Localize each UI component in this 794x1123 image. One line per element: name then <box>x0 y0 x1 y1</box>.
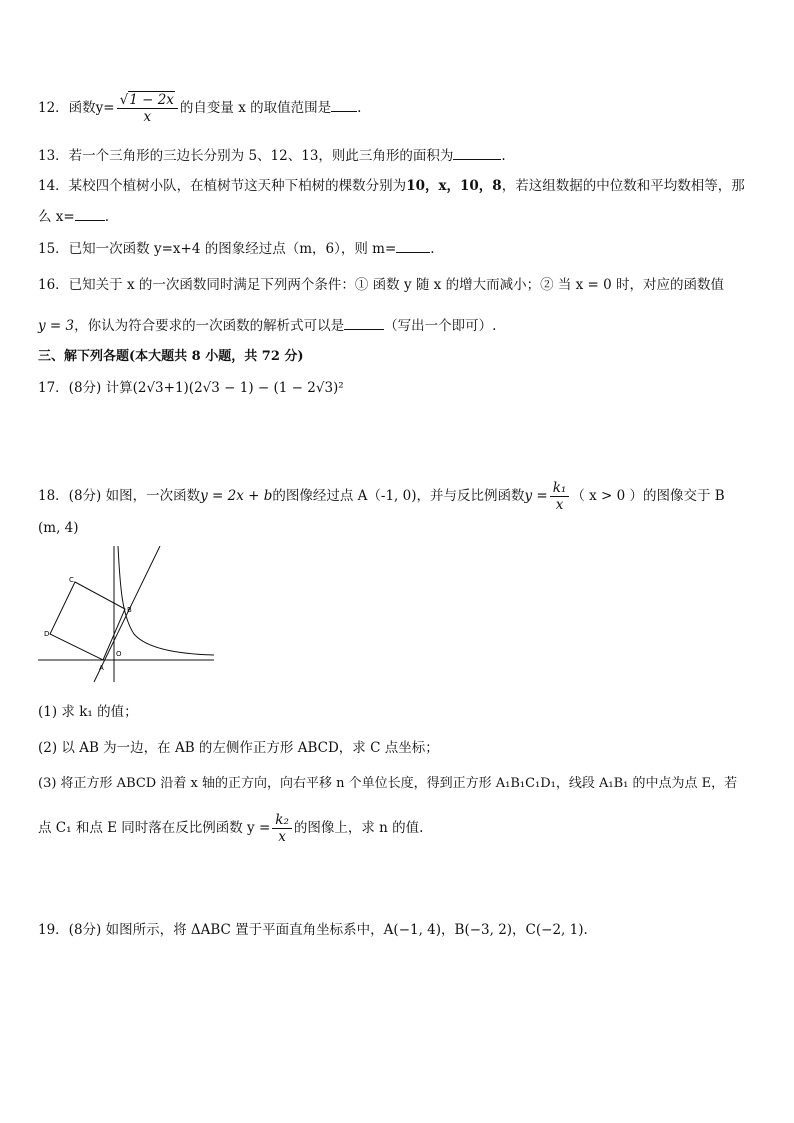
q16-answer-blank <box>344 315 384 330</box>
q18-text2: 的图像经过点 A（-1, 0)，并与反比例函数 <box>272 488 525 504</box>
linear-function-line <box>94 546 160 682</box>
q18-equation: y = 2x + b <box>200 488 273 504</box>
q16-line2c: （写出一个即可）. <box>384 318 497 334</box>
question-14-cont: 么 x= . <box>38 206 109 227</box>
q18-sub3-frac-den: x <box>278 829 286 845</box>
q16-line2a: y = 3 <box>38 318 75 334</box>
question-16-cont <box>38 315 496 336</box>
q18-sub3-fraction <box>272 812 292 845</box>
q12-suffix: 的自变量 x 的取值范围是 <box>179 100 332 116</box>
q19-text: 19．(8分) 如图所示，将 ΔABC 置于平面直角坐标系中，A(−1, 4)，B(−3, 2)，C(−2, 1). <box>38 922 588 938</box>
q14-text2: ，若这组数据的中位数和平均数相等，那 <box>501 178 745 194</box>
q18-sub2-text: (2) 以 AB 为一边，在 AB 的左侧作正方形 ABCD，求 C 点坐标； <box>38 740 439 756</box>
q17-text: 17．(8分) 计算(2√3+1)(2√3 − 1) − (1 − 2√3)² <box>38 380 344 396</box>
label-a: A <box>99 664 104 672</box>
question-15: 15．已知一次函数 y=x+4 的图象经过点（m，6），则 m= . <box>38 238 435 259</box>
label-b: B <box>127 606 132 614</box>
q18-figure <box>36 546 216 686</box>
q18-frac-num: k₁ <box>550 480 570 497</box>
q18-sub1 <box>38 702 138 722</box>
q15-answer-blank <box>396 238 430 253</box>
q18-text3: （ x > 0 ）的图像交于 B <box>571 488 725 504</box>
q14-text3: 么 x= <box>38 209 75 225</box>
q12-numerator: 1 − 2x <box>129 92 174 108</box>
q12-denominator: x <box>143 109 152 125</box>
question-17 <box>38 378 344 398</box>
q18-sub3 <box>38 774 737 794</box>
q12-fraction: $\frac{√1 - 2x}{x}$ <box>117 92 178 125</box>
q18-frac-den: x <box>555 497 564 513</box>
q14-values: 10，x，10，8 <box>406 178 502 194</box>
q18-line2: (m, 4) <box>38 520 79 536</box>
q18-sub3a-text: (3) 将正方形 ABCD 沿着 x 轴的正方向，向右平移 n 个单位长度，得到正方形 A₁B₁C₁D₁，线段 A₁B₁ 的中点为点 E，若 <box>38 776 738 791</box>
q15-text: 15．已知一次函数 y=x+4 的图象经过点（m，6），则 m= <box>38 241 397 257</box>
question-14 <box>38 176 745 196</box>
hyperbola-curve <box>118 546 214 655</box>
q16-line1: 16．已知关于 x 的一次函数同时满足下列两个条件：① 函数 y 随 x 的增大而减小；② 当 x = 0 时，对应的函数值 <box>38 277 725 293</box>
q18-sub3b-pre: 点 C₁ 和点 E 同时落在反比例函数 y = <box>38 820 271 836</box>
q12-prefix: 12．函数y= <box>38 100 115 116</box>
label-c: C <box>69 576 74 584</box>
label-o: O <box>116 650 122 658</box>
question-16 <box>38 275 724 295</box>
q18-sub2 <box>38 738 439 758</box>
q14-text1: 14．某校四个植树小队，在植树节这天种下柏树的棵数分别为 <box>38 178 407 194</box>
q18-sub3-frac-num: k₂ <box>272 812 292 829</box>
question-18: 18．(8分) 如图，一次函数y = 2x + b的图像经过点 A（-1, 0)，并与反比例函数y = $\frac{\text{k₁}}{x}$ （ x > 0 ）的图像交于 B <box>38 480 725 513</box>
section-3-title: 三、解下列各题(本大题共 8 小题，共 72 分) <box>38 349 304 364</box>
question-19 <box>38 920 588 940</box>
q13-text: 13．若一个三角形的三边长分别为 5、12、13，则此三角形的面积为 <box>38 148 454 164</box>
q18-text1: 18．(8分) 如图，一次函数 <box>38 488 201 504</box>
q18-sub1-text: (1) 求 k₁ 的值； <box>38 704 138 720</box>
q16-line2b: ，你认为符合要求的一次函数的解析式可以是 <box>74 318 345 334</box>
question-13: 13．若一个三角形的三边长分别为 5、12、13，则此三角形的面积为 . <box>38 145 506 166</box>
q14-answer-blank <box>75 206 105 221</box>
q12-answer-blank <box>331 97 357 112</box>
label-d: D <box>44 630 50 638</box>
q18-sub3b-post: 的图像上，求 n 的值. <box>293 820 424 836</box>
q18-sub3-cont <box>38 812 423 845</box>
q18-fraction <box>550 480 570 513</box>
q13-answer-blank <box>453 145 501 160</box>
question-12: 12．函数y= $\frac{√1 - 2x}{x}$ 的自变量 x 的取值范围是 . <box>38 92 362 125</box>
section-3-heading <box>38 347 304 367</box>
question-18-cont <box>38 518 79 538</box>
